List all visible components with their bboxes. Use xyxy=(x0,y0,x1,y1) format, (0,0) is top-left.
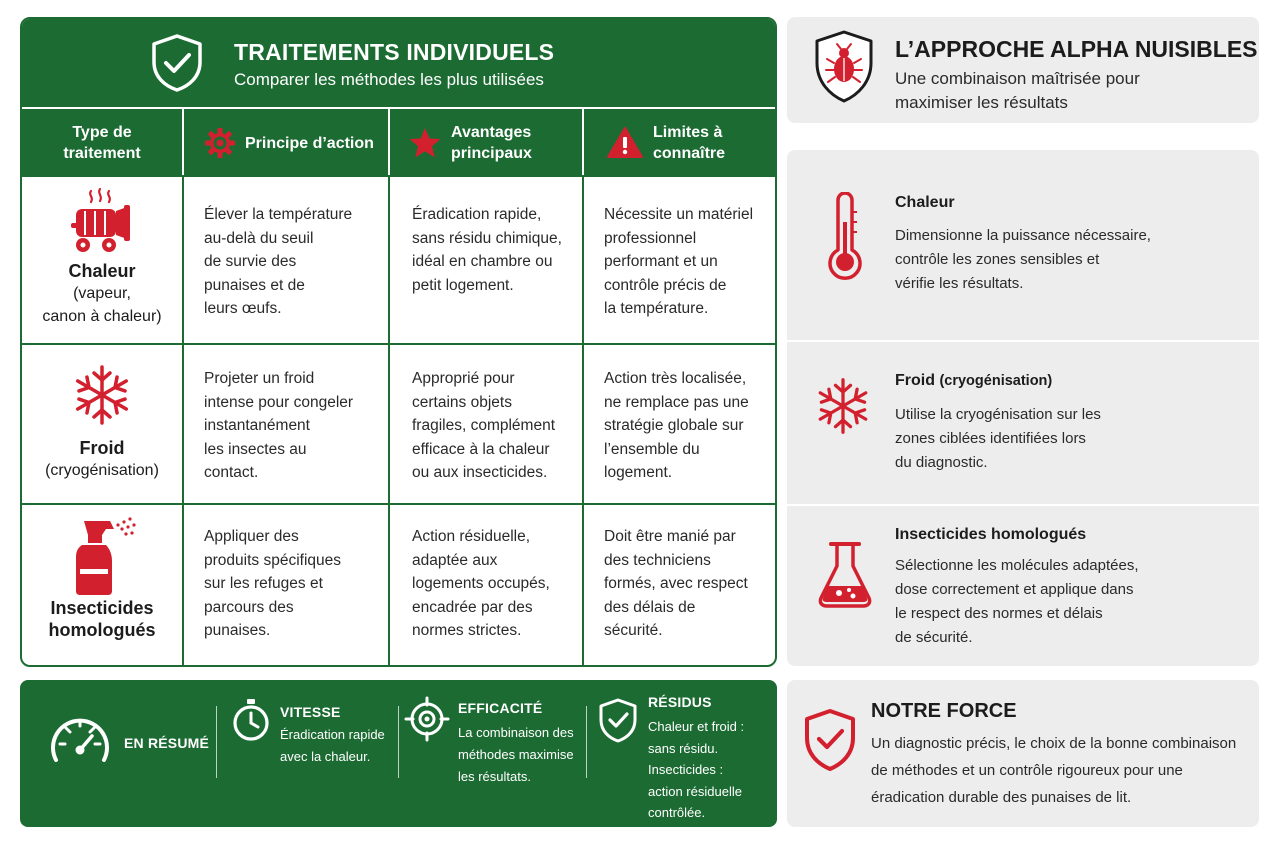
header-type xyxy=(22,109,182,177)
cell-line: contact. xyxy=(204,464,259,481)
summary-bar xyxy=(20,680,777,827)
cell-line: petit logement. xyxy=(412,276,514,294)
text-line: du diagnostic. xyxy=(895,454,988,471)
text-line: sans résidu. xyxy=(648,740,719,756)
header-limits xyxy=(584,109,775,177)
advantages-cell xyxy=(390,177,582,345)
text-line: zones ciblées identifiées lors xyxy=(895,430,1086,447)
type-sub-line: (vapeur, xyxy=(73,285,131,302)
approach-item xyxy=(787,342,1259,504)
type-name: Insecticides xyxy=(50,598,154,618)
cell-line: produits spécifiques xyxy=(204,551,341,569)
text-line: Une combinaison maîtrisée pour xyxy=(895,69,1140,88)
star-icon xyxy=(408,126,442,160)
cell-line: logements occupés, xyxy=(412,575,550,592)
cell-line: intense pour congeler xyxy=(204,393,354,411)
approach-header-panel xyxy=(787,17,1259,123)
text-line: contrôlée. xyxy=(648,805,706,820)
cell-line: ne remplace pas une xyxy=(604,393,749,411)
cell-line: des délais de xyxy=(604,598,696,616)
text-line: contrôle les zones sensibles et xyxy=(895,251,1100,268)
cell-line: au-delà du seuil xyxy=(204,229,314,247)
cell-line: Nécessite un matériel xyxy=(604,206,754,223)
shield-bug-icon xyxy=(813,29,875,105)
cell-line: de survie des xyxy=(204,253,297,270)
header-type-line2: traitement xyxy=(63,145,141,162)
approach-item xyxy=(787,506,1259,666)
text-line: Un diagnostic précis, le choix de la bonne combinaison xyxy=(871,735,1237,752)
table-row xyxy=(22,343,775,505)
cell-line: ou aux insecticides. xyxy=(412,464,548,481)
cell-line: contrôle précis de xyxy=(604,276,727,294)
text-line: de sécurité. xyxy=(895,629,973,646)
text-line: La combinaison des xyxy=(458,725,574,740)
cell-line: sécurité. xyxy=(604,622,663,639)
type-name: Chaleur xyxy=(68,261,136,281)
principle-cell xyxy=(184,505,388,665)
type-cell xyxy=(22,505,182,665)
text-line: éradication durable des punaises de lit. xyxy=(871,789,1132,806)
cell-line: Action résiduelle, xyxy=(412,528,531,545)
cell-line: la température. xyxy=(604,300,709,317)
text-line: de méthodes et un contrôle rigoureux pour une xyxy=(871,762,1183,779)
summary-item-text xyxy=(280,724,385,768)
table-header-row xyxy=(22,107,775,177)
approach-items-panel xyxy=(787,150,1259,666)
cell-line: sur les refuges et xyxy=(204,575,323,592)
treatments-table-card xyxy=(20,17,777,667)
header-limits-line2: connaître xyxy=(653,145,726,162)
text-line: Sélectionne les molécules adaptées, xyxy=(895,557,1139,574)
cell-line: logement. xyxy=(604,464,673,481)
approach-item-text xyxy=(895,554,1235,650)
cell-line: professionnel xyxy=(604,229,697,247)
cell-line: formés, avec respect xyxy=(604,575,748,592)
cell-line: les insectes au xyxy=(204,440,307,458)
speedometer-icon xyxy=(48,710,112,774)
text-line: Utilise la cryogénisation sur les xyxy=(895,406,1101,423)
shield-check-icon xyxy=(803,708,857,772)
cell-line: normes strictes. xyxy=(412,622,522,639)
summary-label: EN RÉSUMÉ xyxy=(124,735,210,751)
text-line: Dimensionne la puissance nécessaire, xyxy=(895,227,1151,244)
summary-item-text xyxy=(648,716,744,824)
header-advantages-line2: principaux xyxy=(451,145,532,162)
cell-line: Doit être manié par xyxy=(604,528,736,545)
snowflake-icon xyxy=(813,376,873,436)
header-advantages xyxy=(390,109,582,177)
limits-cell xyxy=(584,505,775,665)
text-line: avec la chaleur. xyxy=(280,749,371,764)
header-advantages-line1: Avantages xyxy=(451,124,532,141)
header-type-line1: Type de xyxy=(72,124,132,141)
text-line: vérifie les résultats. xyxy=(895,275,1024,292)
text-line: Insecticides : xyxy=(648,762,724,777)
strength-panel xyxy=(787,680,1259,827)
cell-line: efficace à la chaleur xyxy=(412,440,550,458)
approach-item-title xyxy=(895,372,1052,390)
thermometer-icon xyxy=(825,192,865,284)
summary-item-title: EFFICACITÉ xyxy=(458,700,543,716)
approach-item-text xyxy=(895,403,1235,475)
approach-item-title: Insecticides homologués xyxy=(895,526,1087,543)
table-subtitle: Comparer les méthodes les plus utilisées xyxy=(234,70,544,89)
approach-text xyxy=(895,67,1140,115)
cell-line: instantanément xyxy=(204,417,310,434)
cell-line: punaises. xyxy=(204,622,271,639)
approach-item-title-main: Froid xyxy=(895,372,935,389)
text-line: Éradication rapide xyxy=(280,727,385,742)
cell-line: Élever la température xyxy=(204,206,353,223)
cell-line: sans résidu chimique, xyxy=(412,229,562,247)
cell-line: leurs œufs. xyxy=(204,300,282,317)
approach-item xyxy=(787,150,1259,340)
cell-line: idéal en chambre ou xyxy=(412,253,553,270)
type-sub-line: homologués xyxy=(48,620,156,640)
shield-check-icon xyxy=(598,698,638,744)
strength-title: NOTRE FORCE xyxy=(871,700,1017,722)
table-row xyxy=(22,503,775,665)
approach-item-title: Chaleur xyxy=(895,194,955,211)
cell-line: adaptée aux xyxy=(412,551,498,569)
text-line: action résiduelle xyxy=(648,783,742,799)
heat-cannon-icon xyxy=(69,187,135,257)
advantages-cell xyxy=(390,345,582,505)
cell-line: des techniciens xyxy=(604,551,711,569)
spray-bottle-icon xyxy=(66,515,138,597)
text-line: les résultats. xyxy=(458,769,531,784)
header-principle-label: Principe d’action xyxy=(245,134,374,152)
flask-icon xyxy=(815,540,875,610)
principle-cell xyxy=(184,345,388,505)
header-principle xyxy=(184,109,388,177)
summary-item-title: VITESSE xyxy=(280,704,341,720)
strength-text xyxy=(871,730,1251,811)
type-sub-line: canon à chaleur) xyxy=(42,308,162,325)
cell-line: parcours des xyxy=(204,598,294,616)
limits-cell xyxy=(584,177,775,345)
text-line: le respect des normes et délais xyxy=(895,605,1103,622)
text-line: maximiser les résultats xyxy=(895,93,1068,112)
snowflake-icon xyxy=(70,363,134,427)
text-line: dose correctement et applique dans xyxy=(895,581,1134,598)
cell-line: Action très localisée, xyxy=(604,370,747,387)
cell-line: Éradication rapide, xyxy=(412,206,542,223)
table-row xyxy=(22,175,775,345)
type-sub-line: (cryogénisation) xyxy=(45,462,159,479)
cell-line: punaises et de xyxy=(204,276,305,294)
table-title-bar xyxy=(22,19,775,107)
warning-icon xyxy=(606,126,644,160)
limits-cell xyxy=(584,345,775,505)
summary-item-text xyxy=(458,722,574,788)
approach-item-text xyxy=(895,224,1235,296)
type-cell xyxy=(22,345,182,505)
cell-line: fragiles, complément xyxy=(412,417,556,434)
type-cell xyxy=(22,177,182,345)
principle-cell xyxy=(184,177,388,345)
cell-line: stratégie globale sur xyxy=(604,417,744,434)
cell-line: Approprié pour xyxy=(412,370,515,387)
type-name: Froid xyxy=(79,438,125,458)
cell-line: certains objets xyxy=(412,393,512,411)
cell-line: encadrée par des xyxy=(412,598,533,616)
cell-line: Appliquer des xyxy=(204,528,299,545)
cell-line: l’ensemble du xyxy=(604,440,700,458)
advantages-cell xyxy=(390,505,582,665)
approach-item-title-sub: (cryogénisation) xyxy=(939,373,1053,389)
text-line: méthodes maximise xyxy=(458,747,574,762)
gear-icon xyxy=(204,127,236,159)
shield-check-icon xyxy=(150,33,204,93)
header-limits-line1: Limites à xyxy=(653,124,723,141)
stopwatch-icon xyxy=(230,698,272,742)
cell-line: performant et un xyxy=(604,253,718,270)
cell-line: Projeter un froid xyxy=(204,370,315,387)
approach-title: L’APPROCHE ALPHA NUISIBLES xyxy=(895,36,1258,62)
table-title: TRAITEMENTS INDIVIDUELS xyxy=(234,39,555,65)
text-line: Chaleur et froid : xyxy=(648,719,745,734)
target-icon xyxy=(404,696,450,742)
summary-item-title: RÉSIDUS xyxy=(648,694,712,710)
